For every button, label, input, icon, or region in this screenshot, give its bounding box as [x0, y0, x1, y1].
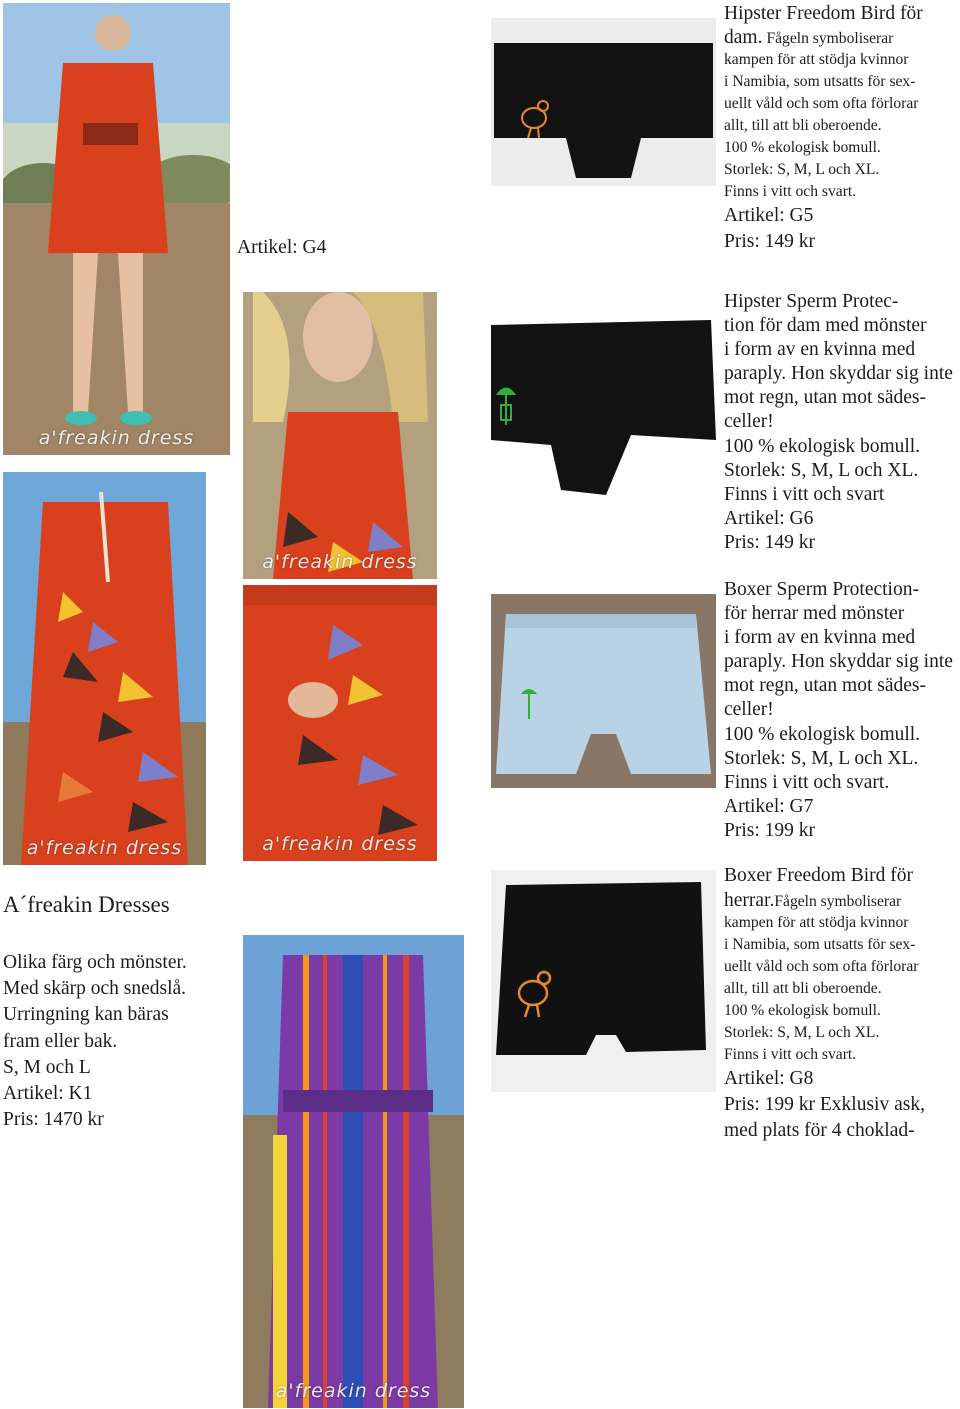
- g6-title: Hipster Sperm Protec-: [724, 291, 899, 312]
- dress-photo-4: [243, 585, 437, 861]
- g8-line: med plats för 4 choklad-: [724, 1120, 915, 1141]
- g7-description: [724, 578, 953, 843]
- g5-line: allt, till att bli oberoende.: [724, 117, 882, 134]
- g6-line: paraply. Hon skyddar sig inte: [724, 363, 953, 385]
- g7-line: Storlek: S, M, L och XL.: [724, 747, 919, 769]
- g8-line: kampen för att stödja kvinnor: [724, 914, 909, 931]
- garment-photo-g7: [491, 594, 716, 788]
- dresses-line: fram eller bak.: [3, 1030, 118, 1052]
- g5-price: Pris: 149 kr: [724, 231, 816, 252]
- dress-photo-2: [3, 472, 206, 865]
- g6-description: [724, 290, 953, 555]
- watermark: a'freakin dress: [262, 833, 418, 855]
- g8-title-line2: herrar.Fågeln symboliserar: [724, 890, 902, 911]
- dress-photo-3: [243, 292, 437, 579]
- garment-photo-g6: [491, 310, 716, 498]
- g5-line: uellt våld och som ofta förlorar: [724, 95, 919, 112]
- g6-line: i form av en kvinna med: [724, 339, 916, 361]
- dresses-description: [3, 950, 187, 1133]
- g7-title: Boxer Sperm Protection-: [724, 579, 919, 600]
- dress-photo-1: [3, 3, 230, 455]
- watermark: a'freakin dress: [262, 551, 418, 573]
- g8-line: uellt våld och som ofta förlorar: [724, 958, 919, 975]
- g8-line: allt, till att bli oberoende.: [724, 980, 882, 997]
- dresses-line: S, M och L: [3, 1056, 91, 1078]
- g6-line: 100 % ekologisk bomull.: [724, 435, 921, 457]
- g5-article: Artikel: G5: [724, 205, 814, 226]
- g6-line: mot regn, utan mot sädes-: [724, 387, 926, 409]
- g6-article: Artikel: G6: [724, 507, 814, 529]
- g6-line: tion för dam med mönster: [724, 315, 927, 337]
- watermark: a'freakin dress: [275, 1380, 432, 1402]
- g6-line: Storlek: S, M, L och XL.: [724, 459, 919, 481]
- g6-line: Finns i vitt och svart: [724, 483, 885, 505]
- dresses-line: Urringning kan bäras: [3, 1004, 169, 1026]
- dresses-title: A´freakin Dresses: [3, 892, 170, 917]
- garment-photo-g8: [491, 870, 716, 1092]
- g7-article: Artikel: G7: [724, 795, 814, 817]
- g8-line: Storlek: S, M, L och XL.: [724, 1024, 880, 1041]
- g7-line: i form av en kvinna med: [724, 627, 916, 649]
- label-g4: Artikel: G4: [237, 237, 327, 258]
- dresses-article: Artikel: K1: [3, 1083, 93, 1105]
- g8-price: Pris: 199 kr Exklusiv ask,: [724, 1094, 925, 1115]
- g5-description: [724, 4, 923, 258]
- g7-line: för herrar med mönster: [724, 603, 905, 625]
- watermark: a'freakin dress: [38, 427, 195, 449]
- g7-line: 100 % ekologisk bomull.: [724, 723, 921, 745]
- g5-line: Finns i vitt och svart.: [724, 183, 857, 200]
- g7-line: celler!: [724, 699, 774, 721]
- g6-line: celler!: [724, 411, 774, 433]
- g5-line: 100 % ekologisk bomull.: [724, 139, 881, 156]
- g7-line: mot regn, utan mot sädes-: [724, 675, 926, 697]
- g7-line: paraply. Hon skyddar sig inte: [724, 651, 953, 673]
- g6-price: Pris: 149 kr: [724, 531, 816, 553]
- g7-price: Pris: 199 kr: [724, 819, 816, 841]
- watermark: a'freakin dress: [26, 837, 183, 859]
- garment-photo-g5: [491, 18, 716, 186]
- g5-title-line2: dam. Fågeln symboliserar: [724, 27, 894, 48]
- dress-photo-5: [243, 935, 464, 1408]
- g5-line: kampen för att stödja kvinnor: [724, 51, 909, 68]
- dresses-line: Olika färg och mönster.: [3, 952, 187, 973]
- g8-line: i Namibia, som utsatts för sex-: [724, 936, 916, 953]
- g5-line: Storlek: S, M, L och XL.: [724, 161, 880, 178]
- g5-line: i Namibia, som utsatts för sex-: [724, 73, 916, 90]
- g5-title: Hipster Freedom Bird för: [724, 3, 923, 24]
- dresses-line: Med skärp och snedslå.: [3, 978, 187, 1000]
- g8-title: Boxer Freedom Bird för: [724, 865, 914, 886]
- dresses-price: Pris: 1470 kr: [3, 1109, 104, 1131]
- g8-line: 100 % ekologisk bomull.: [724, 1002, 881, 1019]
- g8-line: Finns i vitt och svart.: [724, 1046, 857, 1063]
- g8-description: [724, 866, 925, 1147]
- g8-article: Artikel: G8: [724, 1068, 814, 1089]
- g7-line: Finns i vitt och svart.: [724, 771, 890, 793]
